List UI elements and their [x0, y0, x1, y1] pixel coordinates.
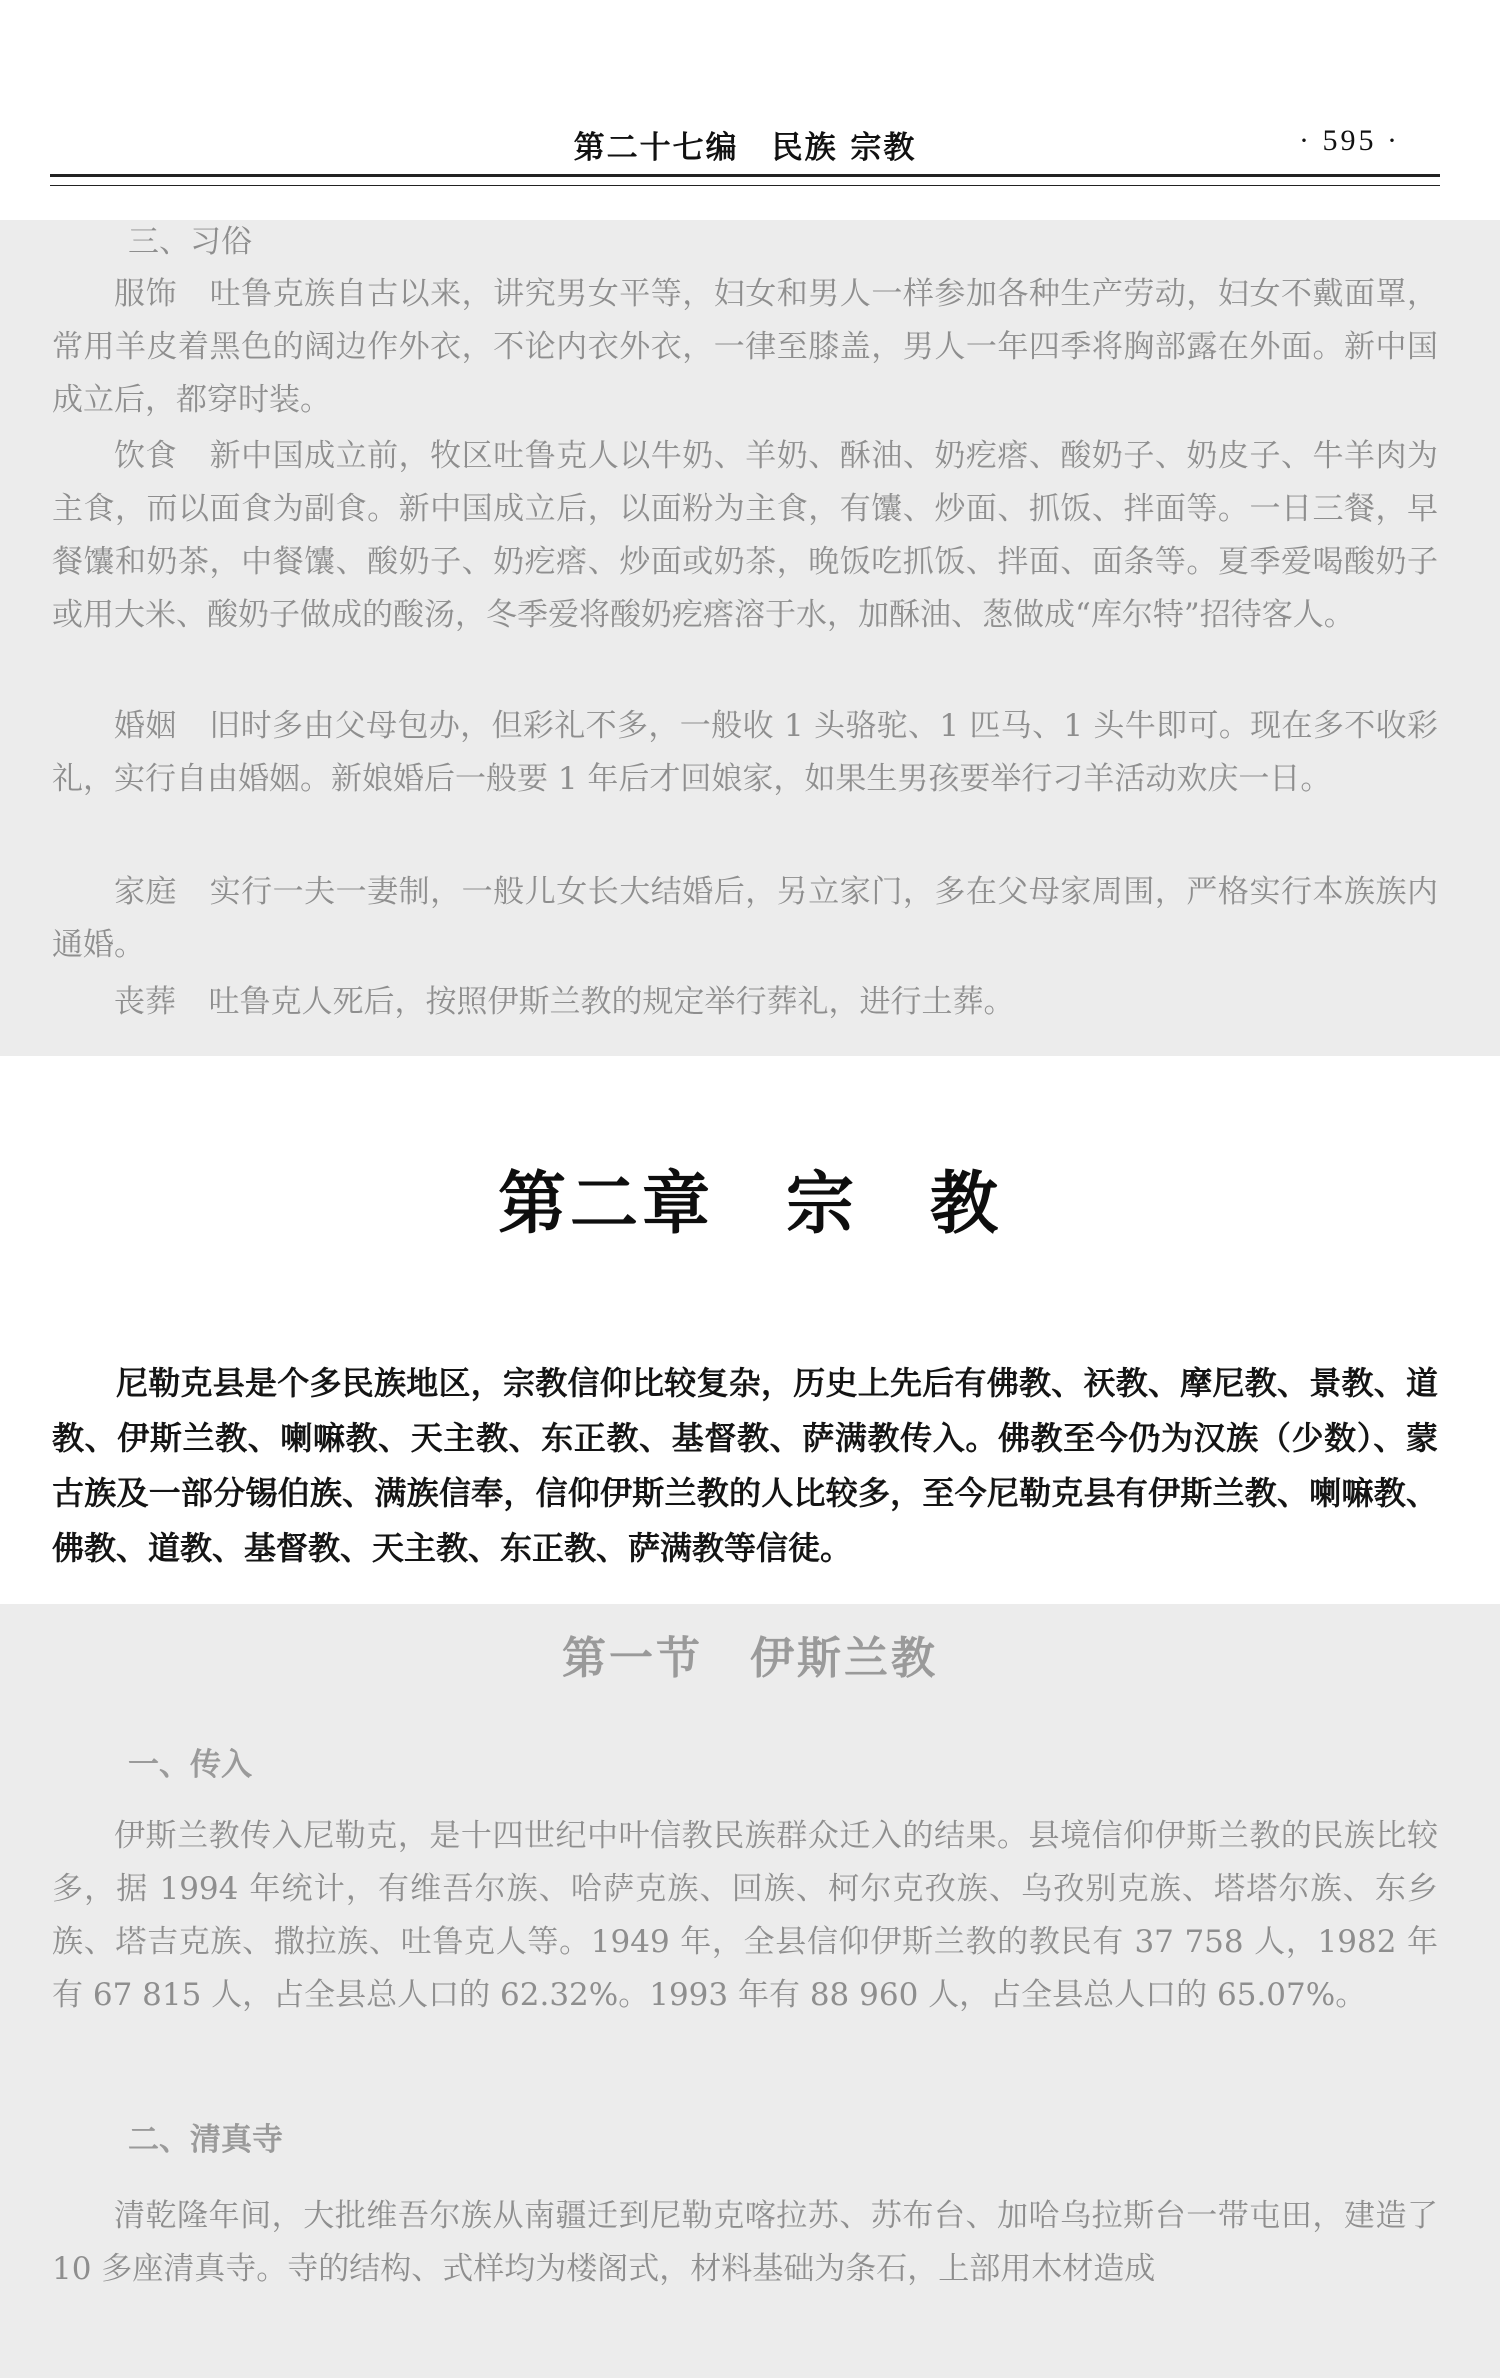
- term-marriage: 婚姻: [114, 708, 177, 744]
- subheading-mosque: 二、清真寺: [128, 2122, 283, 2158]
- subheading-introduction: 一、传入: [128, 1747, 252, 1783]
- paragraph-mosque: 清乾隆年间，大批维吾尔族从南疆迁到尼勒克喀拉苏、苏布台、加哈乌拉斯台一带屯田，建造了 10 多座清真寺。寺的结构、式样均为楼阁式，材料基础为条石，上部用木材造成: [52, 2198, 1438, 2287]
- chapter-title: 第二章 宗 教: [497, 1165, 1002, 1244]
- text-marriage: 旧时多由父母包办，但彩礼不多，一般收 1 头骆驼、1 匹马、1 头牛即可。现在多不收彩礼，实行自由婚姻。新娘婚后一般要 1 年后才回娘家，如果生男孩要举行刁羊活动欢庆一日。: [52, 708, 1438, 797]
- paragraph-funeral: [52, 976, 1438, 1029]
- text-clothing: 吐鲁克族自古以来，讲究男女平等，妇女和男人一样参加各种生产劳动，妇女不戴面罩，常用羊皮着黑色的阔边作外衣，不论内衣外衣，一律至膝盖，男人一年四季将胸部露在外面。新中国成立后，都穿时装。: [52, 276, 1439, 418]
- term-food: 饮食: [114, 438, 178, 474]
- paragraph-clothing: [52, 268, 1438, 427]
- term-clothing: 服饰: [114, 276, 178, 312]
- paragraph-food: [52, 430, 1438, 642]
- section-title: 第一节 伊斯兰教: [562, 1633, 938, 1684]
- paragraph-marriage: [52, 700, 1438, 806]
- running-header: [50, 110, 1440, 170]
- running-title: 第二十七编 民族 宗教: [573, 130, 917, 166]
- term-funeral: 丧葬: [114, 984, 176, 1020]
- term-family: 家庭: [114, 874, 178, 910]
- header-rule: [50, 174, 1440, 186]
- text-family: 实行一夫一妻制，一般儿女长大结婚后，另立家门，多在父母家周围，严格实行本族族内通婚。: [52, 874, 1439, 963]
- customs-heading: 三、习俗: [128, 224, 252, 260]
- text-funeral: 吐鲁克人死后，按照伊斯兰教的规定举行葬礼，进行土葬。: [208, 984, 1015, 1020]
- paragraph-introduction: 伊斯兰教传入尼勒克，是十四世纪中叶信教民族群众迁入的结果。县境信仰伊斯兰教的民族比较多，据 1994 年统计，有维吾尔族、哈萨克族、回族、柯尔克孜族、乌孜别克族、塔塔尔族、东乡族、塔吉克族、撒拉族、吐鲁克人等。1949 年，全县信仰伊斯兰教的教民有 37 758 人，1982 年有 67 815 人，占全县总人口的 62.32%。1993 年有 88 960 人，占全县总人口的 65.07%。: [52, 1818, 1438, 2013]
- chapter-intro: 尼勒克县是个多民族地区，宗教信仰比较复杂，历史上先后有佛教、祆教、摩尼教、景教、道教、伊斯兰教、喇嘛教、天主教、东正教、基督教、萨满教传入。佛教至今仍为汉族（少数）、蒙古族及一部分锡伯族、满族信奉，信仰伊斯兰教的人比较多，至今尼勒克县有伊斯兰教、喇嘛教、佛教、道教、基督教、天主教、东正教、萨满教等信徒。: [52, 1364, 1438, 1567]
- paragraph-family: [52, 866, 1438, 972]
- text-food: 新中国成立前，牧区吐鲁克人以牛奶、羊奶、酥油、奶疙瘩、酸奶子、奶皮子、牛羊肉为主食，而以面食为副食。新中国成立后，以面粉为主食，有馕、炒面、抓饭、拌面等。一日三餐，早餐馕和奶茶，中餐馕、酸奶子、奶疙瘩、炒面或奶茶，晚饭吃抓饭、拌面、面条等。夏季爱喝酸奶子或用大米、酸奶子做成的酸汤，冬季爱将酸奶疙瘩溶于水，加酥油、葱做成“库尔特”招待客人。: [52, 438, 1439, 633]
- page-number: · 595 ·: [1299, 124, 1400, 157]
